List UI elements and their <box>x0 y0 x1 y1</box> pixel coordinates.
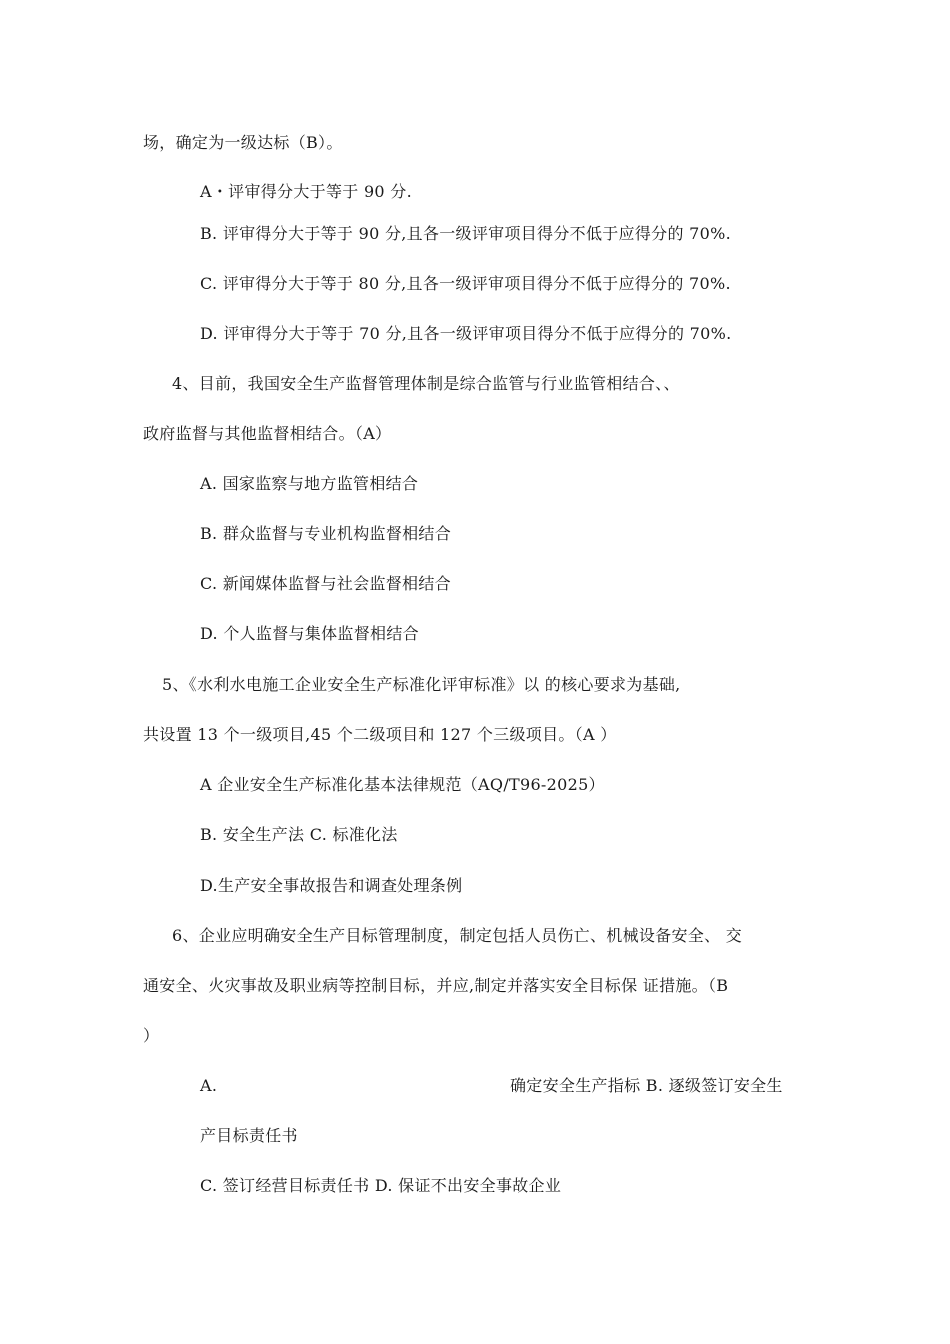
option-line: D.生产安全事故报告和调查处理条例 <box>200 876 463 895</box>
option-line: C. 评审得分大于等于 80 分,且各一级评审项目得分不低于应得分的 70%. <box>200 274 731 293</box>
option-line: B. 群众监督与专业机构监督相结合 <box>200 524 452 543</box>
option-line: C. 新闻媒体监督与社会监督相结合 <box>200 574 451 593</box>
question-line: 政府监督与其他监督相结合。（A） <box>143 424 392 443</box>
option-line: B. 安全生产法 C. 标准化法 <box>200 825 398 844</box>
question-line: 通安全、火灾事故及职业病等控制目标，并应,制定并落实安全目标保 证措施。（B <box>143 976 729 995</box>
question-line: 4、目前，我国安全生产监督管理体制是综合监管与行业监管相结合、、 <box>172 374 680 393</box>
option-line: B. 评审得分大于等于 90 分,且各一级评审项目得分不低于应得分的 70%. <box>200 224 731 243</box>
option-line: A 企业安全生产标准化基本法律规范（AQ/T96-2025） <box>200 775 605 794</box>
option-line: 产目标责任书 <box>200 1126 298 1145</box>
question-line: ） <box>143 1026 160 1045</box>
option-line: A. 国家监察与地方监管相结合 <box>200 474 419 493</box>
question-line: 5、《水利水电施工企业安全生产标准化评审标准》以 的核心要求为基础, <box>162 675 681 694</box>
option-line: A・评审得分大于等于 90 分. <box>200 182 412 201</box>
option-line: C. 签订经营目标责任书 D. 保证不出安全事故企业 <box>200 1176 562 1195</box>
option-line: D. 个人监督与集体监督相结合 <box>200 624 419 643</box>
text-line: 场，确定为一级达标（B）。 <box>143 133 343 152</box>
question-line: 6、企业应明确安全生产目标管理制度，制定包括人员伤亡、机械设备安全、 交 <box>172 926 743 945</box>
option-line: 确定安全生产指标 B. 逐级签订安全生 <box>510 1076 783 1095</box>
option-line: A. <box>200 1076 218 1095</box>
question-line: 共设置 13 个一级项目,45 个二级项目和 127 个三级项目。（A ） <box>143 725 617 744</box>
option-line: D. 评审得分大于等于 70 分,且各一级评审项目得分不低于应得分的 70%. <box>200 324 732 343</box>
